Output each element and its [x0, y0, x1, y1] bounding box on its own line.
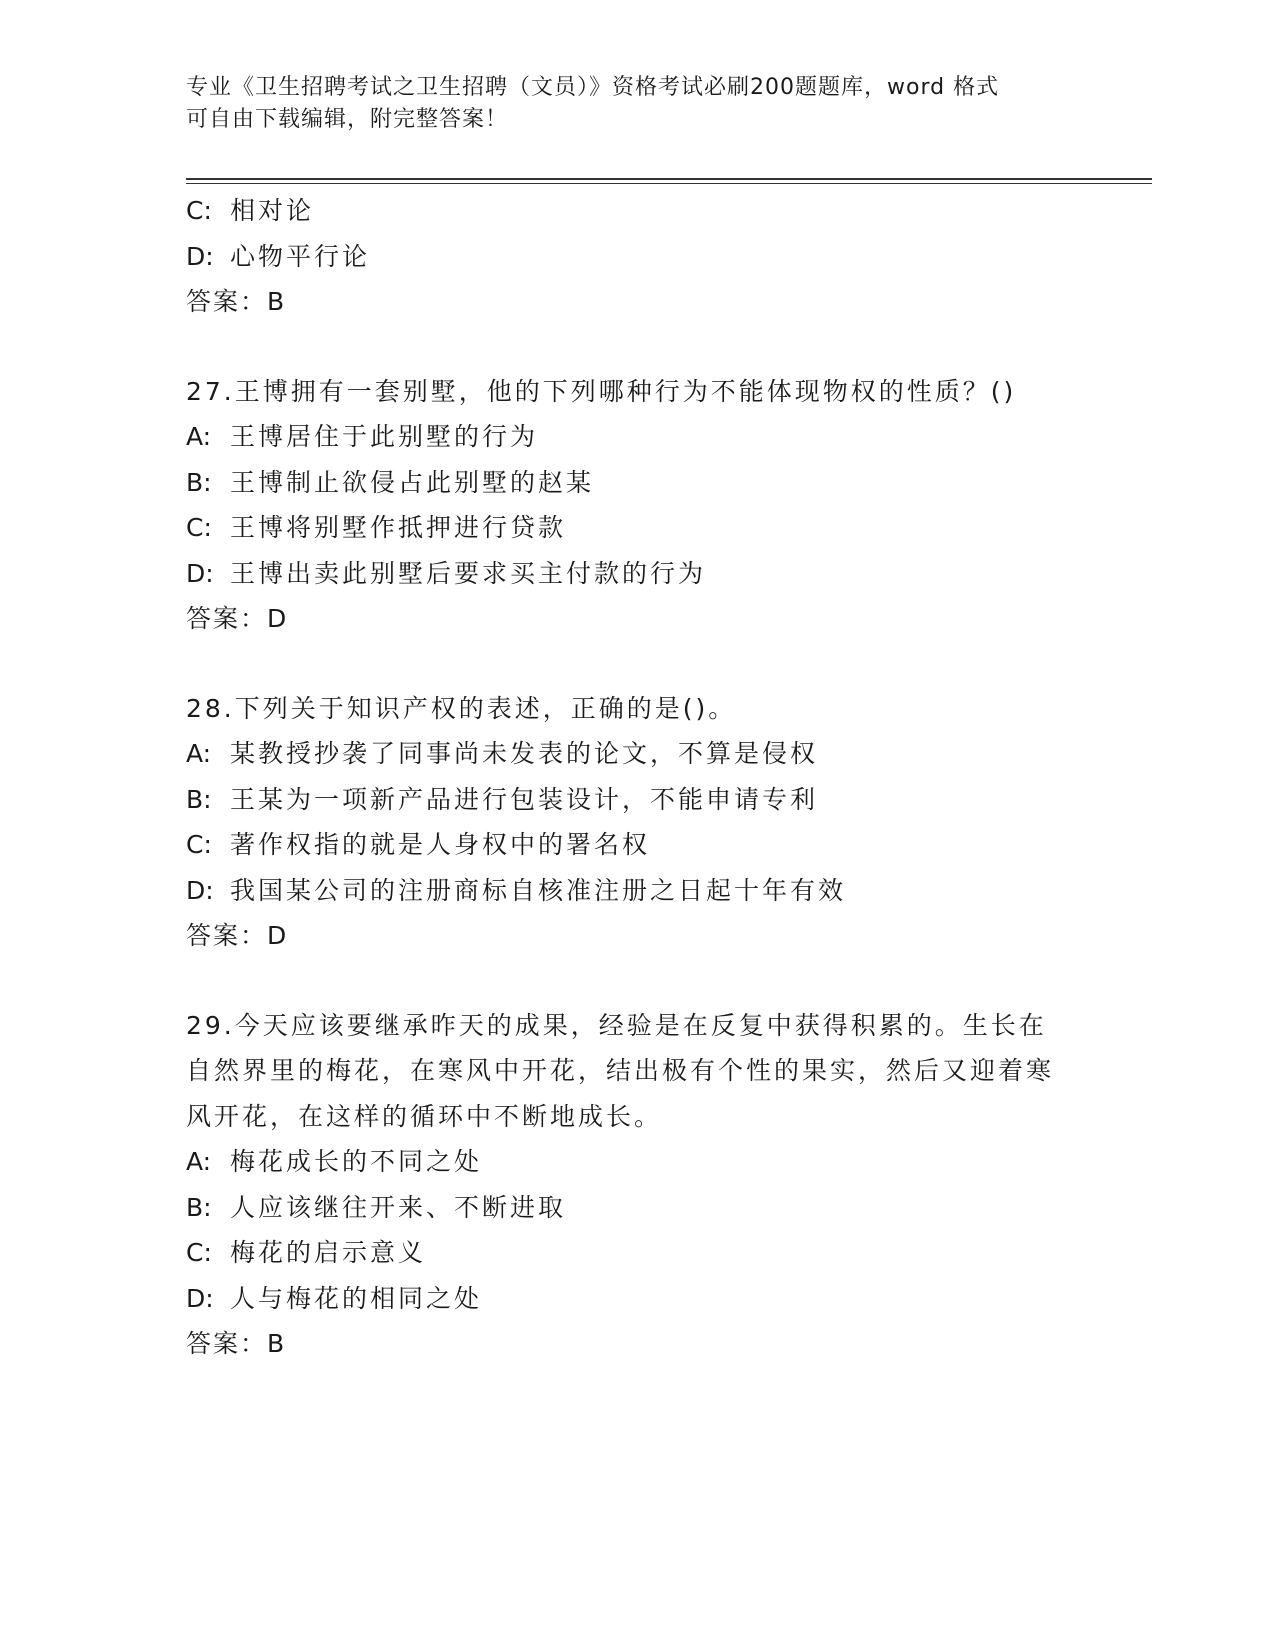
- header-rule-thin: [186, 183, 1152, 184]
- question-content: [186, 188, 1086, 1367]
- option-key: C:: [186, 196, 212, 225]
- option-text: 梅花的启示意义: [230, 1238, 427, 1267]
- option-row: [186, 414, 1086, 460]
- option-key: D:: [186, 558, 214, 588]
- option-text: 著作权指的就是人身权中的署名权: [230, 830, 651, 859]
- question-stem: 29.今天应该要继承昨天的成果，经验是在反复中获得积累的。生长在自然界里的梅花，在寒风中开花，结出极有个性的果实，然后又迎着寒风开花，在这样的循环中不断地成长。: [186, 1010, 1055, 1131]
- option-row: [186, 868, 1086, 914]
- header-rule-thick: [186, 178, 1152, 180]
- option-key: B:: [186, 467, 212, 497]
- question-fragment: [186, 188, 1086, 325]
- option-row: [186, 234, 1086, 280]
- option-key: C:: [186, 1238, 212, 1267]
- option-key: A:: [186, 1147, 212, 1176]
- question-29: [186, 1003, 1086, 1367]
- option-row: [186, 460, 1086, 506]
- option-text: 王博将别墅作抵押进行贷款: [230, 513, 567, 542]
- option-text: 人应该继往开来、不断进取: [230, 1192, 567, 1222]
- option-row: [186, 731, 1086, 777]
- page-header: [186, 72, 1086, 136]
- header-line-1: 专业《卫生招聘考试之卫生招聘（文员）》资格考试必刷200题题库，word 格式: [186, 75, 1000, 100]
- option-text: 我国某公司的注册商标自核准注册之日起十年有效: [230, 875, 847, 905]
- option-row: [186, 1139, 1086, 1185]
- option-text: 王某为一项新产品进行包装设计，不能申请专利: [230, 784, 819, 814]
- question-28: [186, 686, 1086, 959]
- answer-line: 答案：D: [186, 921, 289, 950]
- option-row: [186, 551, 1086, 597]
- option-key: A:: [186, 422, 212, 451]
- option-row: [186, 505, 1086, 551]
- answer-line: 答案：D: [186, 604, 289, 633]
- question-stem: 28.下列关于知识产权的表述，正确的是()。: [186, 693, 737, 723]
- option-key: D:: [186, 875, 214, 905]
- option-key: D:: [186, 1283, 214, 1313]
- option-text: 相对论: [230, 196, 315, 225]
- option-text: 人与梅花的相同之处: [230, 1283, 483, 1313]
- option-text: 某教授抄袭了同事尚未发表的论文，不算是侵权: [230, 739, 819, 768]
- option-key: C:: [186, 513, 212, 542]
- option-row: [186, 1185, 1086, 1231]
- option-key: C:: [186, 830, 212, 859]
- option-key: B:: [186, 1192, 212, 1222]
- option-text: 梅花成长的不同之处: [230, 1147, 483, 1176]
- option-text: 王博制止欲侵占此别墅的赵某: [230, 467, 595, 497]
- option-row: [186, 1230, 1086, 1276]
- header-line-2: 可自由下载编辑，附完整答案！: [186, 107, 509, 132]
- answer-line: 答案：B: [186, 1329, 287, 1358]
- question-27: [186, 369, 1086, 642]
- option-text: 心物平行论: [230, 241, 371, 271]
- option-text: 王博居住于此别墅的行为: [230, 422, 539, 451]
- option-row: [186, 822, 1086, 868]
- option-key: D:: [186, 241, 214, 271]
- option-key: A:: [186, 739, 212, 768]
- answer-line: 答案：B: [186, 287, 287, 316]
- option-text: 王博出卖此别墅后要求买主付款的行为: [230, 558, 707, 588]
- option-row: [186, 188, 1086, 234]
- option-key: B:: [186, 784, 212, 814]
- option-row: [186, 777, 1086, 823]
- option-row: [186, 1276, 1086, 1322]
- question-stem: 27.王博拥有一套别墅，他的下列哪种行为不能体现物权的性质？(): [186, 376, 1017, 406]
